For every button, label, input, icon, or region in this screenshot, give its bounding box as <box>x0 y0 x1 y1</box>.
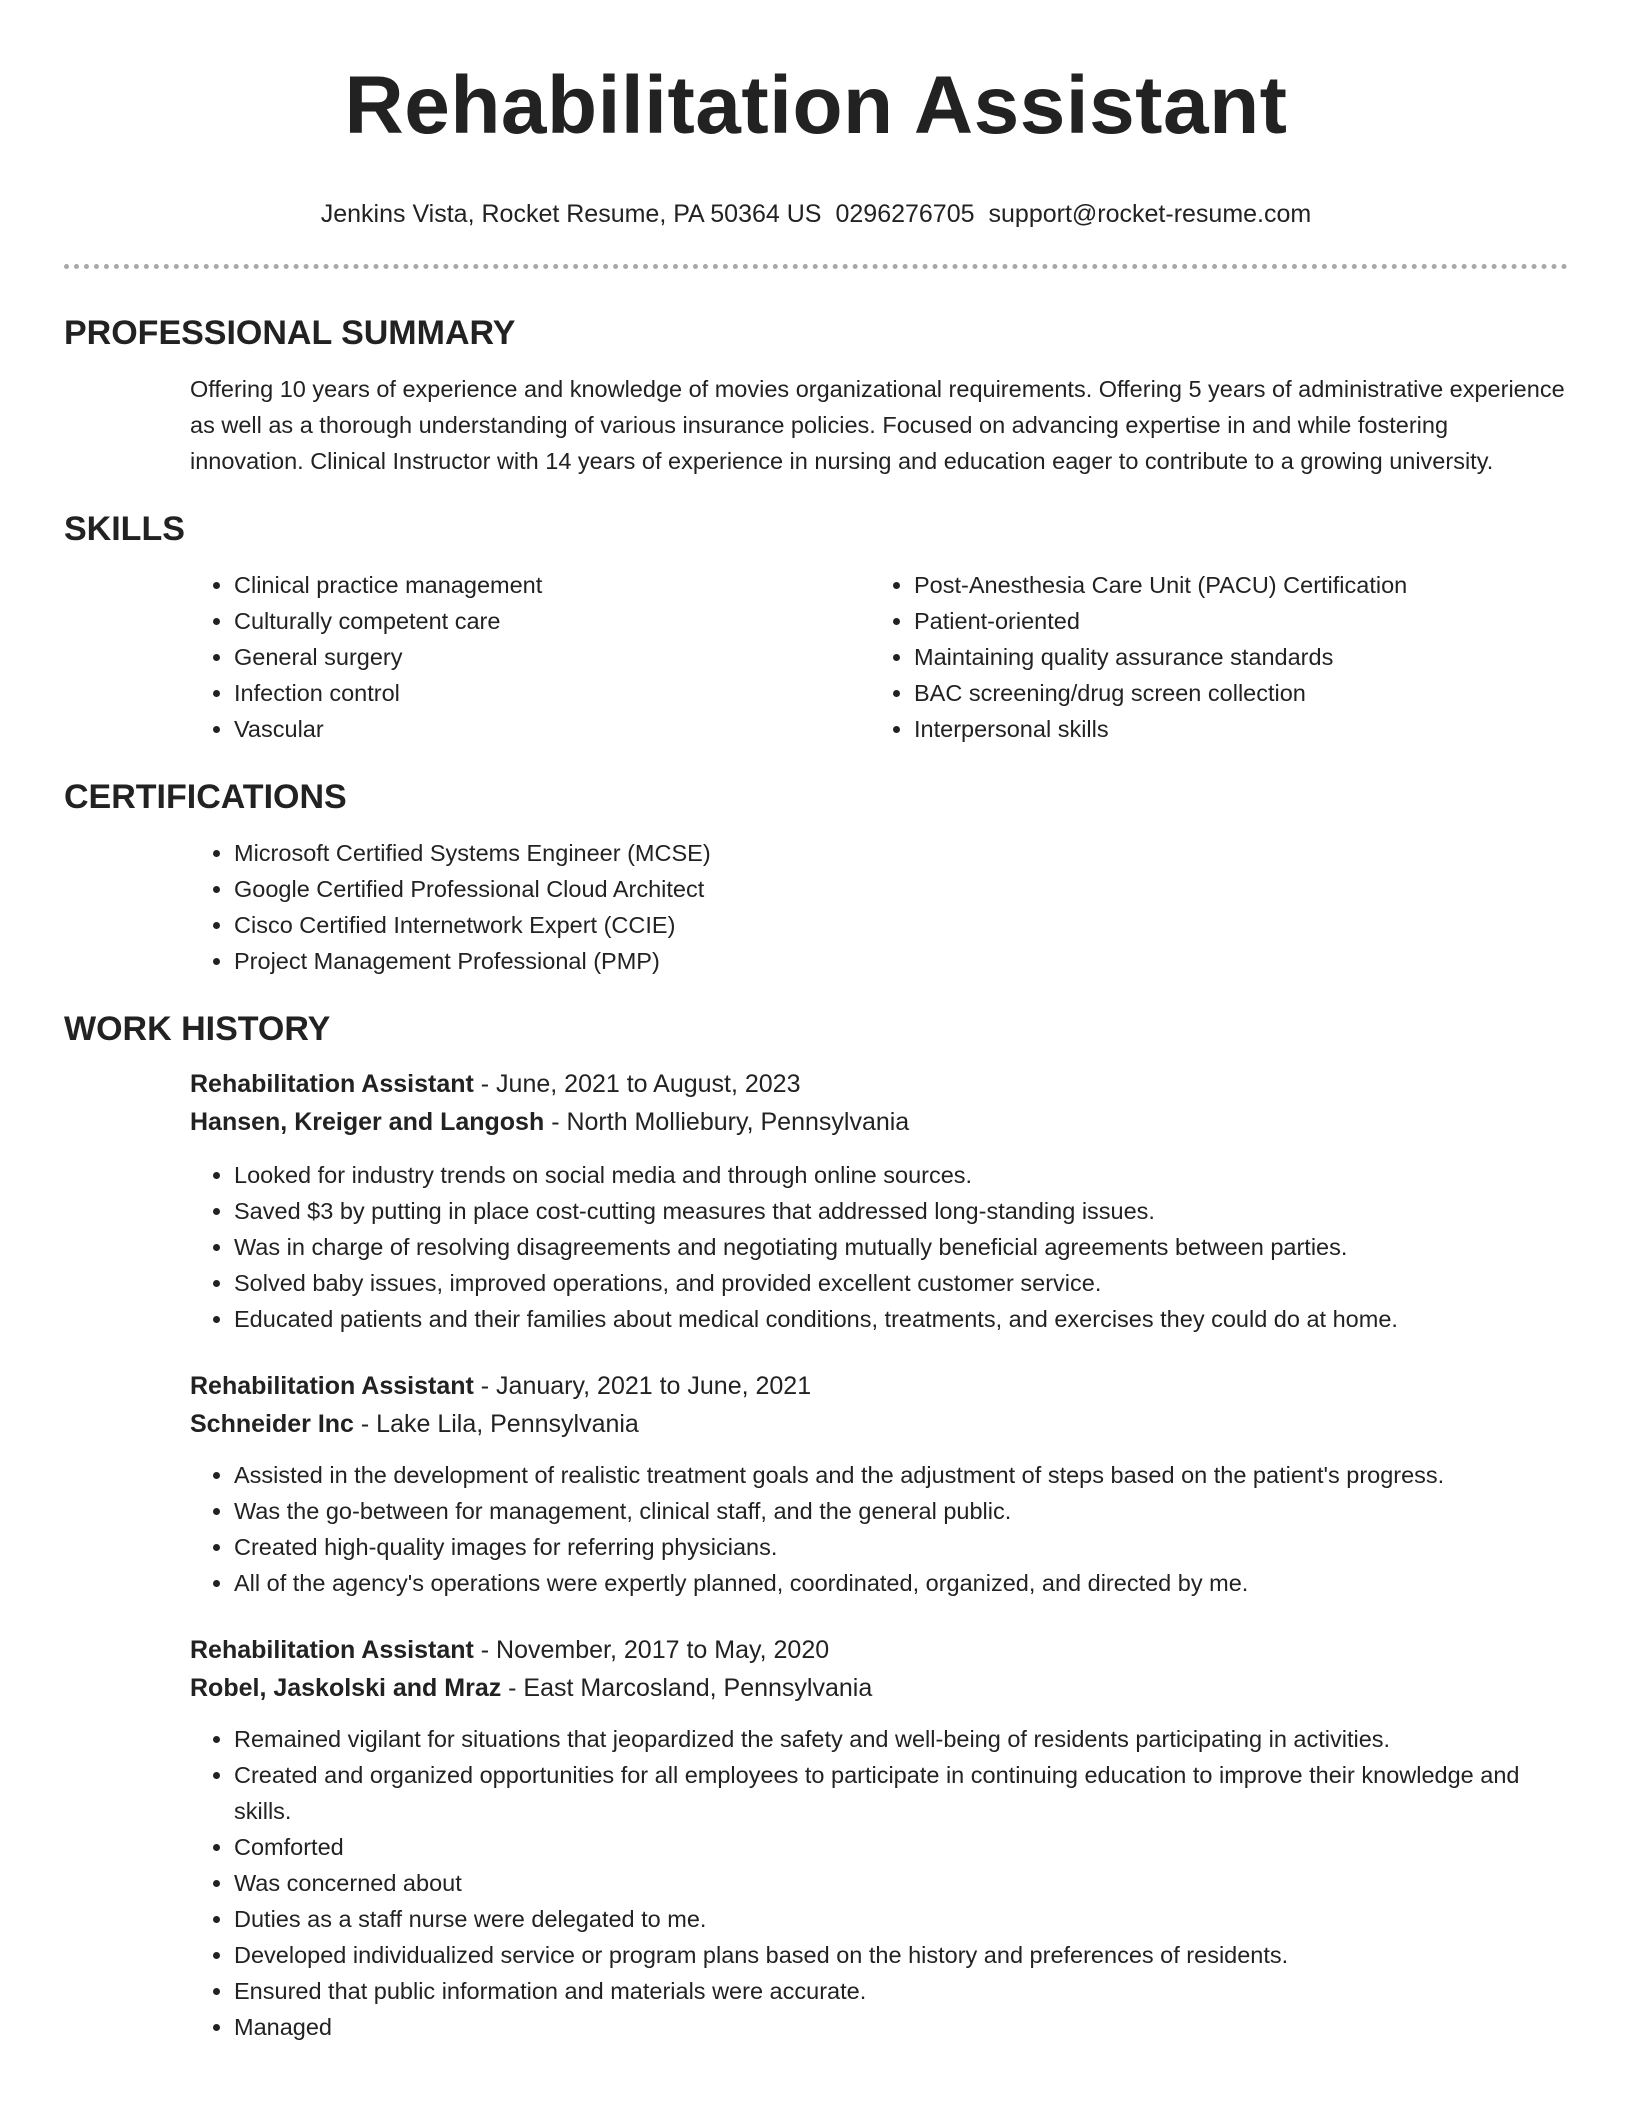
skills-title: SKILLS <box>64 510 185 548</box>
header-divider <box>64 264 1568 269</box>
job-dates: - June, 2021 to August, 2023 <box>473 1070 801 1098</box>
list-item: • Managed <box>234 2009 1568 2045</box>
list-item: • BAC screening/drug screen collection <box>914 675 1550 711</box>
work-history-title: WORK HISTORY <box>64 1010 331 1048</box>
job-title-line <box>190 1631 1568 1669</box>
list-item: • Developed individualized service or program plans based on the history and preferences of residents. <box>234 1937 1568 1973</box>
list-item: • Infection control <box>234 675 870 711</box>
skills-list-left <box>190 567 870 747</box>
job-dates: - January, 2021 to June, 2021 <box>473 1372 812 1400</box>
job-entry <box>190 1631 1568 2045</box>
job-bullets <box>190 1721 1568 2045</box>
certifications-list <box>190 835 1568 979</box>
list-item: • Comforted <box>234 1829 1568 1865</box>
list-item: • Clinical practice management <box>234 567 870 603</box>
job-bullets <box>190 1457 1568 1601</box>
job-role: Rehabilitation Assistant <box>190 1636 474 1664</box>
certifications-title: CERTIFICATIONS <box>64 778 347 816</box>
job-title-line <box>190 1367 1568 1405</box>
list-item: • Solved baby issues, improved operations, and provided excellent customer service. <box>234 1265 1568 1301</box>
job-company-line <box>190 1669 1568 1707</box>
list-item: • Saved $3 by putting in place cost-cutting measures that addressed long-standing issues. <box>234 1193 1568 1229</box>
list-item: • Project Management Professional (PMP) <box>234 943 1568 979</box>
job-dates: - November, 2017 to May, 2020 <box>473 1636 830 1664</box>
list-item: • General surgery <box>234 639 870 675</box>
job-location: - North Molliebury, Pennsylvania <box>544 1108 910 1136</box>
job-company: Schneider Inc <box>190 1410 354 1438</box>
list-item: • Post-Anesthesia Care Unit (PACU) Certification <box>914 567 1550 603</box>
list-item: • Remained vigilant for situations that jeopardized the safety and well-being of residents participating in activities. <box>234 1721 1568 1757</box>
list-item: • Interpersonal skills <box>914 711 1550 747</box>
job-company: Robel, Jaskolski and Mraz <box>190 1674 502 1702</box>
list-item: • Maintaining quality assurance standards <box>914 639 1550 675</box>
job-company-line <box>190 1405 1568 1443</box>
list-item: • Culturally competent care <box>234 603 870 639</box>
resume-page <box>64 0 1568 2045</box>
list-item: • All of the agency's operations were expertly planned, coordinated, organized, and directed by me. <box>234 1565 1568 1601</box>
list-item: • Microsoft Certified Systems Engineer (MCSE) <box>234 835 1568 871</box>
job-role: Rehabilitation Assistant <box>190 1372 474 1400</box>
list-item: • Cisco Certified Internetwork Expert (CCIE) <box>234 907 1568 943</box>
job-location: - East Marcosland, Pennsylvania <box>501 1674 873 1702</box>
list-item: • Assisted in the development of realistic treatment goals and the adjustment of steps based on the patient's progress. <box>234 1457 1568 1493</box>
skills-grid <box>190 567 1568 747</box>
job-entry <box>190 1367 1568 1601</box>
contact-email: support@rocket-resume.com <box>988 200 1312 228</box>
summary-text: Offering 10 years of experience and knowledge of movies organizational requirements. Offering 5 years of administrative experience as well as a thorough understanding of various insurance policies. Focused on advancing expertise in and while fostering innovation. Clinical Instructor with 14 years of experience in nursing and education eager to contribute to a growing university. <box>190 376 1565 474</box>
resume-name: Rehabilitation Assistant <box>344 60 1288 151</box>
list-item: • Patient-oriented <box>914 603 1550 639</box>
job-title-line <box>190 1065 1568 1103</box>
job-bullets <box>190 1157 1568 1337</box>
skills-list-right <box>870 567 1550 747</box>
job-entry <box>190 1065 1568 1337</box>
list-item: • Duties as a staff nurse were delegated to me. <box>234 1901 1568 1937</box>
list-item: • Created high-quality images for referring physicians. <box>234 1529 1568 1565</box>
summary-title: PROFESSIONAL SUMMARY <box>64 314 516 352</box>
contact-line <box>64 198 1568 230</box>
list-item: • Vascular <box>234 711 870 747</box>
contact-address: Jenkins Vista, Rocket Resume, PA 50364 US <box>320 200 822 228</box>
job-company: Hansen, Kreiger and Langosh <box>190 1108 545 1136</box>
list-item: • Was in charge of resolving disagreements and negotiating mutually beneficial agreements between parties. <box>234 1229 1568 1265</box>
list-item: • Educated patients and their families about medical conditions, treatments, and exercises they could do at home. <box>234 1301 1568 1337</box>
contact-phone: 0296276705 <box>835 200 975 228</box>
list-item: • Was the go-between for management, clinical staff, and the general public. <box>234 1493 1568 1529</box>
job-company-line <box>190 1103 1568 1141</box>
list-item: • Ensured that public information and materials were accurate. <box>234 1973 1568 2009</box>
list-item: • Created and organized opportunities for all employees to participate in continuing education to improve their knowledge and skills. <box>234 1757 1568 1829</box>
job-location: - Lake Lila, Pennsylvania <box>353 1410 639 1438</box>
list-item: • Was concerned about <box>234 1865 1568 1901</box>
list-item: • Looked for industry trends on social media and through online sources. <box>234 1157 1568 1193</box>
job-role: Rehabilitation Assistant <box>190 1070 474 1098</box>
list-item: • Google Certified Professional Cloud Architect <box>234 871 1568 907</box>
